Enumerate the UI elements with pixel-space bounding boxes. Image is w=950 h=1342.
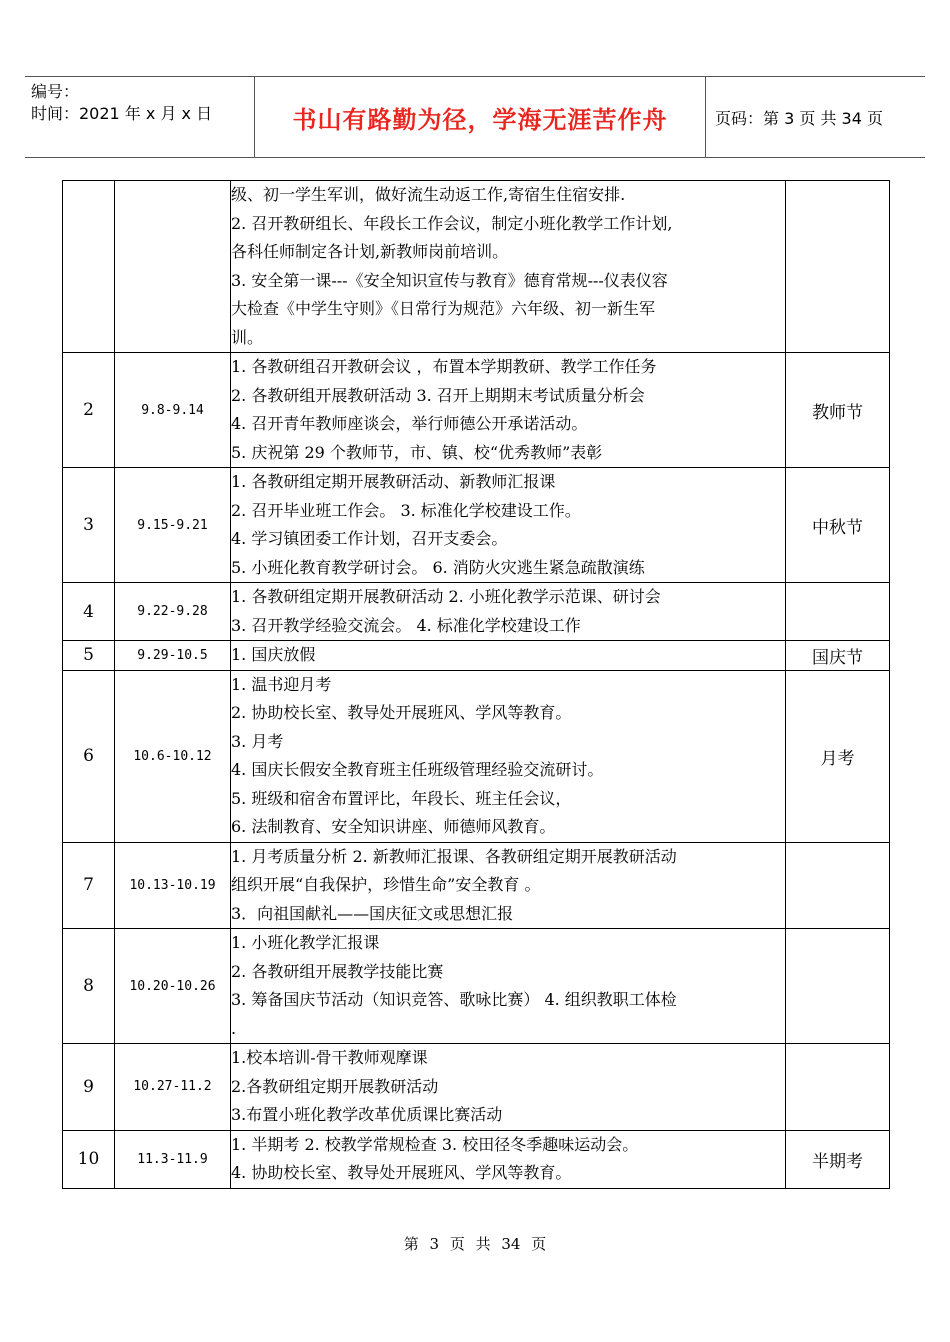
- work-item-line: 3. 筹备国庆节活动（知识竞答、歌咏比赛） 4. 组织教职工体检: [231, 990, 677, 1009]
- work-content-cell: [231, 353, 786, 468]
- work-item-line: 1. 温书迎月考: [231, 674, 332, 694]
- work-content-cell: [231, 842, 786, 929]
- work-item-line: 2. 各教研组开展教研活动 3. 召开上期期末考试质量分析会: [231, 385, 645, 405]
- week-number-cell: [63, 181, 115, 353]
- work-item-line: 1. 国庆放假: [231, 645, 316, 664]
- remark-cell: [786, 583, 890, 641]
- work-content-cell: [231, 929, 786, 1044]
- work-item-line: 1. 各教研组定期开展教研活动 2. 小班化教学示范课、研讨会: [231, 587, 661, 606]
- week-number-cell: 9: [63, 1044, 115, 1131]
- work-item-line: 3. 月考: [231, 731, 284, 751]
- remark-cell: 半期考: [786, 1130, 890, 1188]
- header-left-cell: [25, 77, 254, 157]
- header-page-info: 页码：第 3 页 共 34 页: [715, 108, 883, 128]
- work-item-line: 5. 庆祝第 29 个教师节，市、镇、校“优秀教师”表彰: [231, 442, 603, 462]
- work-content-cell: [231, 181, 786, 353]
- week-number-cell: 7: [63, 842, 115, 929]
- date-range-cell: 10.13-10.19: [115, 842, 231, 929]
- date-range-cell: 9.29-10.5: [115, 641, 231, 671]
- table-row: [63, 929, 890, 1044]
- date-range-cell: 9.8-9.14: [115, 353, 231, 468]
- schedule-table-body: [63, 181, 890, 1189]
- work-item-line: 1. 半期考 2. 校教学常规检查 3. 校田径冬季趣味运动会。: [231, 1134, 639, 1154]
- work-item-line: 2. 召开教研组长、年段长工作会议，制定小班化教学工作计划,: [231, 213, 673, 233]
- table-row: [63, 468, 890, 583]
- work-content-cell: [231, 670, 786, 842]
- remark-cell: 教师节: [786, 353, 890, 468]
- work-item-line: 1. 各教研组召开教研会议 ，布置本学期教研、教学工作任务: [231, 357, 657, 376]
- work-item-line: 2. 召开毕业班工作会。 3. 标准化学校建设工作。: [231, 500, 581, 520]
- work-item-line: 4. 召开青年教师座谈会，举行师德公开承诺活动。: [231, 414, 588, 433]
- remark-cell: [786, 1044, 890, 1131]
- date-range-cell: 9.15-9.21: [115, 468, 231, 583]
- work-item-line: 1.校本培训-骨干教师观摩课: [231, 1048, 428, 1067]
- date-range-cell: [115, 181, 231, 353]
- work-item-line: 5. 小班化教育教学研讨会。 6. 消防火灾逃生紧急疏散演练: [231, 557, 645, 577]
- work-item-line: 大检查《中学生守则》《日常行为规范》六年级、初一新生军: [231, 299, 656, 318]
- table-row: [63, 353, 890, 468]
- week-number-cell: 8: [63, 929, 115, 1044]
- work-item-line: 4. 国庆长假安全教育班主任班级管理经验交流研讨。: [231, 760, 604, 779]
- date-range-cell: 10.20-10.26: [115, 929, 231, 1044]
- work-content-cell: [231, 468, 786, 583]
- table-row: [63, 670, 890, 842]
- work-item-line: 1. 月考质量分析 2. 新教师汇报课、各教研组定期开展教研活动: [231, 846, 677, 866]
- work-item-line: 训。: [231, 327, 264, 347]
- week-number-cell: 3: [63, 468, 115, 583]
- date-range-cell: 10.27-11.2: [115, 1044, 231, 1131]
- work-item-line: 2. 协助校长室、教导处开展班风、学风等教育。: [231, 703, 572, 722]
- work-item-line: 4. 协助校长室、教导处开展班风、学风等教育。: [231, 1163, 572, 1182]
- date-range-cell: 9.22-9.28: [115, 583, 231, 641]
- remark-cell: 国庆节: [786, 641, 890, 671]
- work-content-cell: [231, 1130, 786, 1188]
- work-item-line: 1. 小班化教学汇报课: [231, 933, 380, 952]
- work-content-cell: [231, 1044, 786, 1131]
- remark-cell: [786, 929, 890, 1044]
- work-item-line: 级、初一学生军训，做好流生动返工作,寄宿生住宿安排.: [231, 185, 626, 204]
- work-content-cell: [231, 583, 786, 641]
- table-row: [63, 583, 890, 641]
- date-range-cell: 10.6-10.12: [115, 670, 231, 842]
- table-row: [63, 641, 890, 671]
- week-number-cell: 2: [63, 353, 115, 468]
- schedule-table: [62, 180, 890, 1189]
- remark-cell: 月考: [786, 670, 890, 842]
- table-row: [63, 1130, 890, 1188]
- work-content-cell: [231, 641, 786, 671]
- remark-cell: [786, 842, 890, 929]
- work-item-line: .: [231, 1018, 237, 1038]
- work-item-line: 1. 各教研组定期开展教研活动、新教师汇报课: [231, 472, 556, 491]
- work-item-line: 5. 班级和宿舍布置评比，年段长、班主任会议，: [231, 788, 572, 808]
- work-item-line: 2.各教研组定期开展教研活动: [231, 1076, 439, 1096]
- remark-cell: [786, 181, 890, 353]
- week-number-cell: 10: [63, 1130, 115, 1188]
- week-number-cell: 4: [63, 583, 115, 641]
- page-footer: 第 3 页 共 34 页: [403, 1235, 547, 1253]
- table-row: [63, 842, 890, 929]
- remark-cell: 中秋节: [786, 468, 890, 583]
- work-item-line: 各科任师制定各计划,新教师岗前培训。: [231, 242, 509, 261]
- page-header: [25, 76, 925, 158]
- work-item-line: 3．向祖国献礼——国庆征文或思想汇报: [231, 903, 514, 923]
- work-item-line: 3.布置小班化教学改革优质课比赛活动: [231, 1105, 503, 1124]
- table-row: [63, 1044, 890, 1131]
- document-number-label: 编号：: [31, 82, 80, 101]
- week-number-cell: 5: [63, 641, 115, 671]
- work-item-line: 组织开展“自我保护，珍惜生命”安全教育 。: [231, 875, 541, 894]
- work-item-line: 3. 安全第一课---《安全知识宣传与教育》德育常规---仪表仪容: [231, 270, 668, 290]
- week-number-cell: 6: [63, 670, 115, 842]
- work-item-line: 4. 学习镇团委工作计划，召开支委会。: [231, 529, 508, 548]
- date-range-cell: 11.3-11.9: [115, 1130, 231, 1188]
- document-time-label: 时间：2021 年 x 月 x 日: [31, 104, 213, 123]
- table-row: [63, 181, 890, 353]
- work-item-line: 2. 各教研组开展教学技能比赛: [231, 961, 444, 981]
- work-item-line: 3. 召开教学经验交流会。 4. 标准化学校建设工作: [231, 615, 581, 635]
- work-item-line: 6. 法制教育、安全知识讲座、师德师风教育。: [231, 817, 556, 836]
- header-motto: 书山有路勤为径，学海无涯苦作舟: [254, 77, 706, 157]
